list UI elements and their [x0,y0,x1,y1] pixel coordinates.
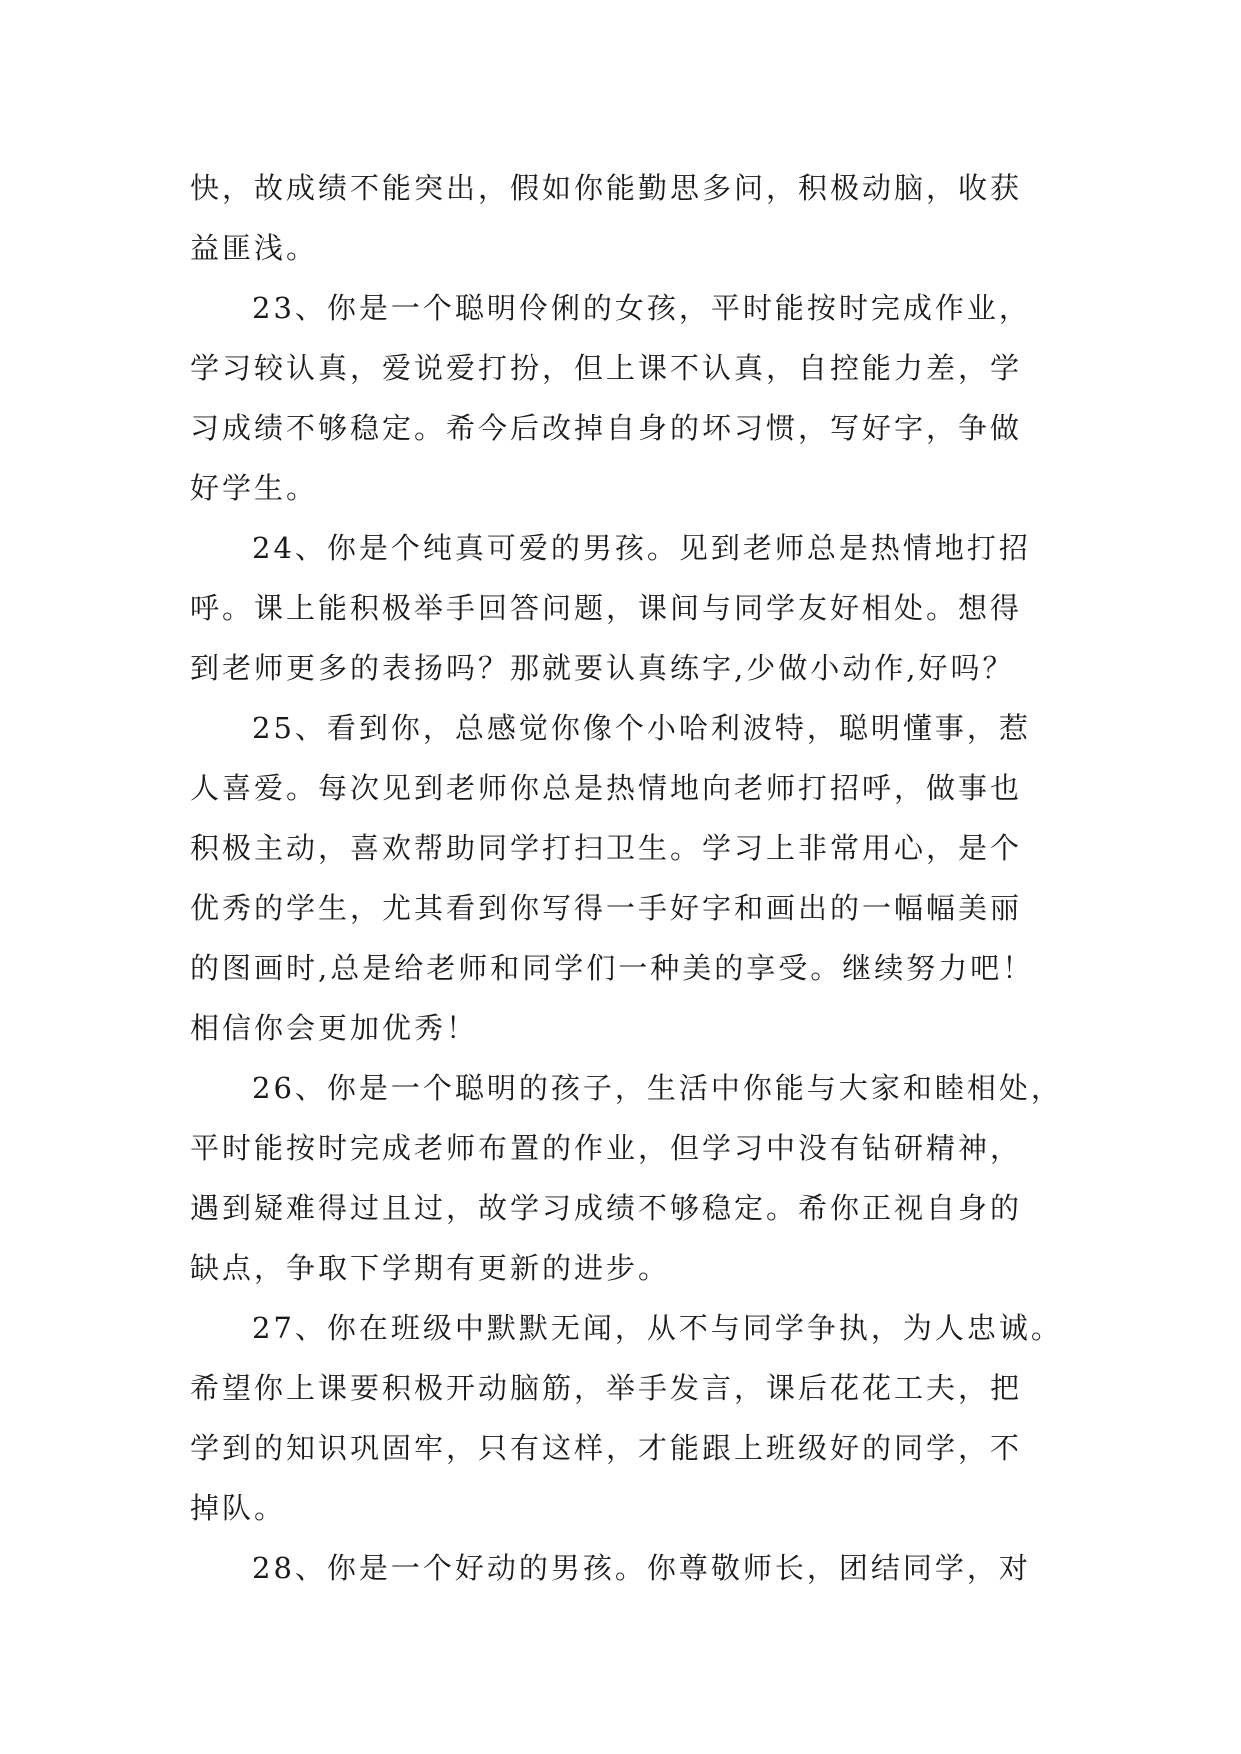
paragraph-start-23: 23、你是一个聪明伶俐的女孩，平时能按时完成作业， [252,291,1031,325]
text-line: 相信你会更加优秀！ [190,1011,479,1045]
text-line: 平时能按时完成老师布置的作业，但学习中没有钻研精神， [190,1131,1023,1165]
document-body [190,158,1070,1598]
text-line: 习成绩不够稳定。希今后改掉自身的坏习惯，写好字，争做 [190,411,1023,445]
text-line: 学习较认真，爱说爱打扮，但上课不认真，自控能力差，学 [190,351,1023,385]
text-line: 的图画时,总是给老师和同学们一种美的享受。继续努力吧！ [190,951,1035,985]
text-line: 希望你上课要积极开动脑筋，举手发言，课后花花工夫，把 [190,1371,1023,1405]
text-line: 好学生。 [190,471,319,505]
text-line: 益匪浅。 [190,231,319,265]
text-line: 人喜爱。每次见到老师你总是热情地向老师打招呼，做事也 [190,771,1023,805]
paragraph-start-27: 27、你在班级中默默无闻，从不与同学争执，为人忠诚。 [252,1311,1063,1345]
paragraph-start-26: 26、你是一个聪明的孩子，生活中你能与大家和睦相处， [252,1071,1063,1105]
paragraph-start-28: 28、你是一个好动的男孩。你尊敬师长，团结同学，对 [252,1551,1031,1585]
paragraph-start-24: 24、你是个纯真可爱的男孩。见到老师总是热情地打招 [252,531,1031,565]
text-line: 缺点，争取下学期有更新的进步。 [190,1251,671,1285]
text-line: 到老师更多的表扬吗？那就要认真练字,少做小动作,好吗？ [190,651,1015,685]
text-line: 呼。课上能积极举手回答问题，课间与同学友好相处。想得 [190,591,1023,625]
text-line: 学到的知识巩固牢，只有这样，才能跟上班级好的同学，不 [190,1431,1023,1465]
text-line: 掉队。 [190,1491,287,1525]
text-line: 积极主动，喜欢帮助同学打扫卫生。学习上非常用心，是个 [190,831,1023,865]
text-line: 快，故成绩不能突出，假如你能勤思多问，积极动脑，收获 [190,171,1023,205]
text-line: 优秀的学生，尤其看到你写得一手好字和画出的一幅幅美丽 [190,891,1023,925]
paragraph-start-25: 25、看到你，总感觉你像个小哈利波特，聪明懂事，惹 [252,711,1031,745]
text-line: 遇到疑难得过且过，故学习成绩不够稳定。希你正视自身的 [190,1191,1023,1225]
